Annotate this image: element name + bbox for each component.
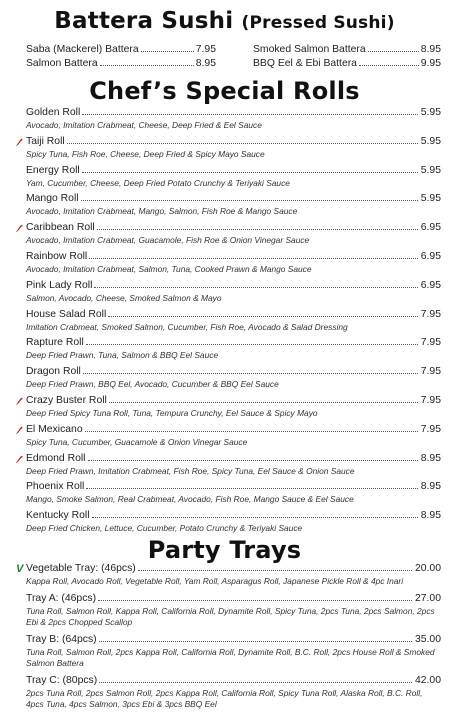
item-name: Caribbean Roll <box>26 222 95 234</box>
special-roll-item <box>26 481 441 505</box>
item-price: 7.95 <box>420 366 441 378</box>
item-description: Spicy Tuna, Fish Roe, Cheese, Deep Fried & Spicy Mayo Sauce <box>26 148 265 159</box>
item-price: 9.95 <box>420 58 441 69</box>
item-price: 8.95 <box>420 510 441 522</box>
special-roll-item <box>26 193 441 217</box>
special-roll-item <box>26 222 441 246</box>
battera-heading <box>0 8 449 34</box>
chili-pepper-icon <box>15 455 24 464</box>
special-roll-item <box>26 251 441 275</box>
item-description: Deep Fried Chicken, Lettuce, Cucumber, Potato Crunchy & Teriyaki Sauce <box>26 523 303 534</box>
party-tray-item <box>26 593 441 628</box>
chili-pepper-icon <box>15 224 24 233</box>
item-price: 42.00 <box>414 675 441 686</box>
special-roll-item <box>26 424 441 448</box>
item-description: Avocado, Imitation Crabmeat, Guacamole, Fish Roe & Onion Vinegar Sauce <box>26 235 310 246</box>
item-price: 6.95 <box>420 279 441 291</box>
item-description: Spicy Tuna, Cucumber, Guacamole & Onion Vinegar Sauce <box>26 436 248 447</box>
battera-item <box>253 44 441 55</box>
item-price: 5.95 <box>420 135 441 147</box>
leader-dots <box>82 114 417 115</box>
item-name: Tray A: (46pcs) <box>26 593 97 604</box>
item-description: Tuna Roll, Salmon Roll, Kappa Roll, California Roll, Dynamite Roll, Spicy Tuna, 2pcs Tuna, 2pcs Salmon, 2pcs Ebi & 2pcs Chopped Scallop <box>26 606 435 627</box>
item-description: Deep Fried Prawn, Tuna, Salmon & BBQ Eel Sauce <box>26 350 219 361</box>
vegetarian-mark: V <box>16 563 24 575</box>
battera-subtitle: (Pressed Sushi) <box>241 13 395 33</box>
item-price: 6.95 <box>420 251 441 262</box>
chili-pepper-icon <box>15 397 24 406</box>
battera-item <box>26 44 216 55</box>
item-price: 7.95 <box>420 337 441 349</box>
item-price: 20.00 <box>414 563 441 574</box>
leader-dots <box>81 200 418 201</box>
item-name: Crazy Buster Roll <box>26 395 107 406</box>
item-name: Smoked Salmon Battera <box>253 44 366 55</box>
item-price: 7.95 <box>195 44 216 55</box>
leader-dots <box>92 517 418 518</box>
item-name: Salmon Battera <box>26 58 98 69</box>
item-description: Imitation Crabmeat, Smoked Salmon, Cucumber, Fish Roe, Avocado & Salad Dressing <box>26 321 348 332</box>
item-price: 5.95 <box>420 193 441 205</box>
item-price: 8.95 <box>420 452 441 464</box>
item-price: 27.00 <box>414 593 441 604</box>
party-tray-item <box>26 675 441 710</box>
special-roll-item <box>26 280 441 304</box>
special-roll-item <box>26 366 441 390</box>
leader-dots <box>141 51 194 52</box>
item-name: Kentucky Roll <box>26 510 90 522</box>
item-description: Deep Fried Prawn, Imitation Crabmeat, Fish Roe, Spicy Tuna, Eel Sauce & Onion Sauce <box>26 465 355 476</box>
leader-dots <box>368 51 419 52</box>
special-roll-item <box>26 453 441 477</box>
leader-dots <box>89 258 418 259</box>
special-roll-item <box>26 337 441 361</box>
item-name: Golden Roll <box>26 107 81 118</box>
item-name: Tray B: (64pcs) <box>26 634 97 645</box>
item-name: Mango Roll <box>26 193 79 205</box>
item-description: Avocado, Imitation Crabmeat, Salmon, Tuna, Cooked Prawn & Mango Sauce <box>26 264 312 274</box>
leader-dots <box>97 229 418 230</box>
special-roll-item <box>26 395 441 419</box>
item-price: 6.95 <box>420 222 441 234</box>
item-price: 7.95 <box>420 423 441 435</box>
item-description: 2pcs Tuna Roll, 2pcs Salmon Roll, 2pcs Kappa Roll, California Roll, Spicy Tuna Roll, Alaska Roll, B.C. Roll, 4pcs Tuna, 4pcs Salmon, 3pcs Ebi & 3pcs BBQ Eel <box>26 688 423 709</box>
special-roll-item <box>26 165 441 189</box>
party-tray-item <box>26 634 441 669</box>
item-price: 7.95 <box>420 395 441 406</box>
leader-dots <box>138 570 412 571</box>
battera-item <box>26 58 216 69</box>
item-name: House Salad Roll <box>26 308 107 320</box>
leader-dots <box>86 488 417 489</box>
leader-dots <box>67 143 418 144</box>
item-price: 7.95 <box>420 308 441 320</box>
item-description: Avocado, Imitation Crabmeat, Cheese, Deep Fried & Eel Sauce <box>26 120 262 130</box>
special-roll-item <box>26 136 441 160</box>
special-roll-item <box>26 510 441 534</box>
item-description: Mango, Smoke Salmon, Real Crabmeat, Avocado, Fish Roe, Mango Sauce & Eel Sauce <box>26 494 354 505</box>
item-description: Salmon, Avocado, Cheese, Smoked Salmon & Mayo <box>26 292 222 303</box>
leader-dots <box>359 65 419 66</box>
item-name: Dragon Roll <box>26 366 81 378</box>
leader-dots <box>99 682 412 683</box>
item-price: 5.95 <box>420 164 441 176</box>
leader-dots <box>100 65 194 66</box>
leader-dots <box>98 600 412 601</box>
item-name: Energy Roll <box>26 164 80 176</box>
item-price: 8.95 <box>420 44 441 55</box>
item-name: BBQ Eel & Ebi Battera <box>253 58 357 69</box>
party-tray-item <box>16 563 441 587</box>
chili-pepper-icon <box>15 426 24 435</box>
item-name: Tray C: (80pcs) <box>26 675 98 686</box>
leader-dots <box>94 287 417 288</box>
item-name: Taiji Roll <box>26 135 65 147</box>
item-name: Vegetable Tray: (46pcs) <box>26 563 136 574</box>
item-name: El Mexicano <box>26 423 83 435</box>
leader-dots <box>108 316 417 317</box>
item-name: Edmond Roll <box>26 452 86 464</box>
special-roll-item <box>26 107 441 131</box>
item-description: Yam, Cucumber, Cheese, Deep Fried Potato Crunchy & Teriyaki Sauce <box>26 177 290 188</box>
chili-pepper-icon <box>15 138 24 147</box>
leader-dots <box>86 344 418 345</box>
item-name: Phoenix Roll <box>26 481 85 493</box>
item-price: 5.95 <box>420 107 441 118</box>
item-price: 35.00 <box>414 634 441 645</box>
item-name: Pink Lady Roll <box>26 279 93 291</box>
item-description: Tuna Roll, Salmon Roll, 2pcs Kappa Roll, California Roll, Dynamite Roll, B.C. Roll, 2pcs House Roll & Smoked Salmon Battera <box>26 647 435 668</box>
item-description: Avocado, Imitation Crabmeat, Mango, Salmon, Fish Roe & Mango Sauce <box>26 206 298 217</box>
special-roll-item <box>26 309 441 333</box>
item-price: 8.95 <box>420 481 441 493</box>
item-price: 8.95 <box>195 58 216 69</box>
item-name: Saba (Mackerel) Battera <box>26 44 139 55</box>
battera-item <box>253 58 441 69</box>
party-heading: Party Trays <box>147 536 302 564</box>
item-description: Deep Fried Prawn, BBQ Eel, Avocado, Cucumber & BBQ Eel Sauce <box>26 379 279 390</box>
special-heading: Chef’s Special Rolls <box>89 77 360 105</box>
leader-dots <box>82 172 418 173</box>
leader-dots <box>99 641 412 642</box>
battera-title: Battera Sushi <box>54 8 234 34</box>
item-description: Deep Fried Spicy Tuna Roll, Tuna, Tempura Crunchy, Eel Sauce & Spicy Mayo <box>26 408 318 418</box>
item-name: Rainbow Roll <box>26 251 88 262</box>
leader-dots <box>88 460 418 461</box>
leader-dots <box>83 373 418 374</box>
leader-dots <box>85 431 418 432</box>
leader-dots <box>109 402 418 403</box>
item-description: Kappa Roll, Avocado Roll, Vegetable Roll, Yam Roll, Asparagus Roll, Japanese Pickle Roll & 4pc Inari <box>26 576 404 586</box>
item-name: Rapture Roll <box>26 337 84 349</box>
